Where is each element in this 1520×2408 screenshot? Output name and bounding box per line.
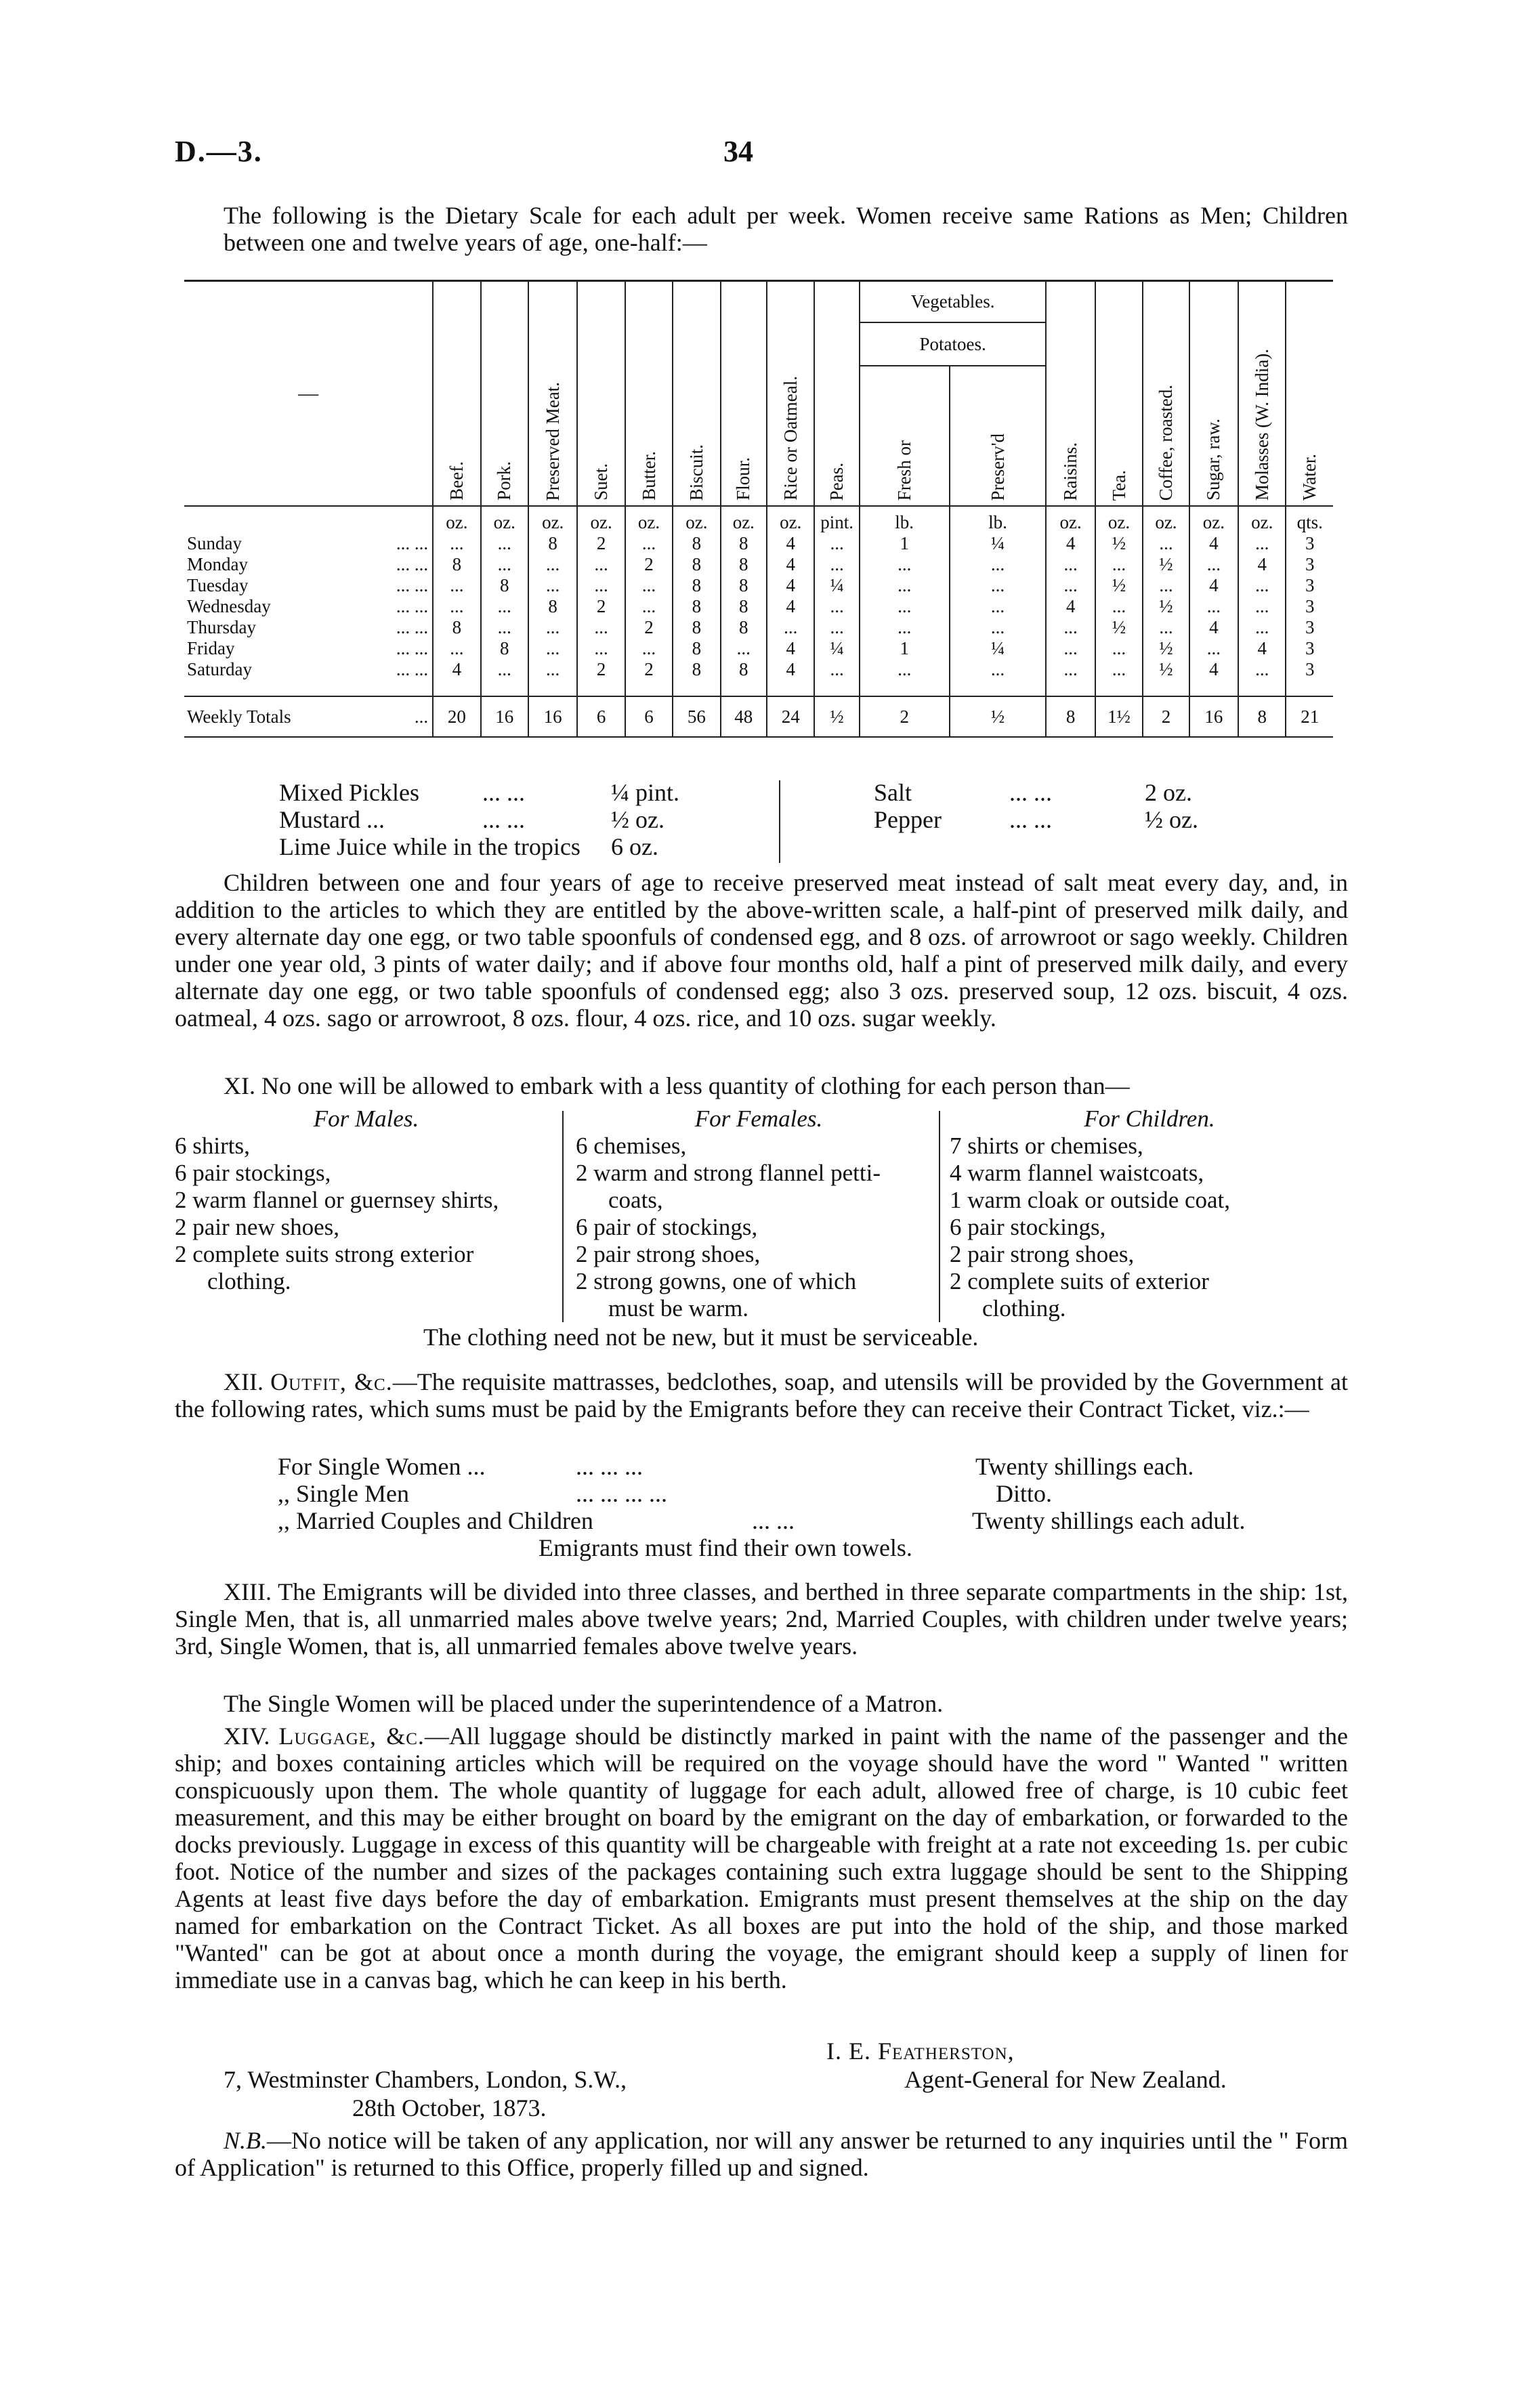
diet-cell: ...: [625, 596, 673, 617]
diet-cell: 4: [767, 659, 814, 680]
extras-left: [279, 779, 679, 860]
units-row: oz. oz. oz. oz. oz. oz. oz. oz. pint. lb. lb. oz. oz. oz. oz. oz. qts.: [184, 506, 1333, 533]
diet-cell: ...: [577, 554, 625, 575]
diet-cell: ¼: [950, 638, 1047, 659]
diet-cell: 8: [433, 617, 480, 638]
diet-cell: ...: [860, 575, 950, 596]
col-fresh: Fresh or: [860, 366, 950, 506]
col-coffee: Coffee, roasted.: [1143, 281, 1189, 507]
diet-cell: ...: [433, 596, 480, 617]
col-beef: Beef.: [433, 281, 480, 507]
diet-cell: 2: [625, 554, 673, 575]
diet-cell: ...: [1238, 533, 1286, 554]
extras-right: [874, 779, 1198, 833]
diet-cell: 4: [1238, 638, 1286, 659]
diet-cell: 8: [481, 575, 528, 596]
diet-cell: ...: [433, 575, 480, 596]
diet-cell: ...: [814, 596, 859, 617]
diet-cell: 8: [721, 596, 767, 617]
extras-divider: [779, 780, 780, 863]
diet-cell: ...: [1189, 554, 1238, 575]
diet-cell: 8: [673, 638, 720, 659]
diet-cell: 2: [577, 659, 625, 680]
diet-cell: ...: [625, 575, 673, 596]
diet-cell: ...: [481, 554, 528, 575]
diet-cell: 3: [1286, 659, 1333, 680]
day-label: Saturday: [187, 659, 252, 679]
diet-cell: ...: [1238, 617, 1286, 638]
extra-item: Pepper ... ... ½ oz.: [874, 806, 1198, 833]
diet-cell: ...: [1143, 575, 1189, 596]
diet-cell: ...: [767, 617, 814, 638]
col-raisins: Raisins.: [1046, 281, 1095, 507]
section-xii: XII. Outfit, &c.—The requisite mattrasses, bedclothes, soap, and utensils will be provided by the Government at the following rates, which sums must be paid by the Emigrants before they can receive their Contract Ticket, viz.:—: [175, 1368, 1349, 1422]
diet-cell: ...: [1095, 638, 1143, 659]
diet-cell: 8: [673, 575, 720, 596]
weekly-totals-row: Weekly Totals ... 20 16 16 6 6 56 48 24 ½ 2 ½ 8 1½ 2 16 8 21: [184, 696, 1333, 737]
diet-cell: ...: [950, 617, 1047, 638]
diet-cell: ...: [625, 533, 673, 554]
day-label: Sunday: [187, 533, 242, 553]
signature-name: I. E. Featherston,: [826, 2037, 1015, 2065]
diet-cell: 2: [577, 533, 625, 554]
day-label: Tuesday: [187, 575, 249, 595]
col-group-potatoes: Potatoes.: [860, 322, 1047, 366]
diet-cell: ...: [950, 575, 1047, 596]
diet-cell: ...: [433, 638, 480, 659]
diet-cell: ...: [1189, 638, 1238, 659]
diet-cell: ¼: [814, 575, 859, 596]
diet-row: Friday ... ... ... 8 ... ... ... 8 ... 4 ¼ 1 ¼ ... ... ½ ... 4 3: [184, 638, 1333, 659]
diet-cell: 4: [1189, 617, 1238, 638]
col-pork: Pork.: [481, 281, 528, 507]
diet-row: Saturday ... ... 4 ... ... 2 2 8 8 4 ... ... ... ... ... ½ 4 ... 3: [184, 659, 1333, 680]
diet-cell: 8: [721, 575, 767, 596]
diet-cell: ...: [577, 575, 625, 596]
diet-cell: 8: [481, 638, 528, 659]
rate-row: ,, Married Couples and Children ... ... Twenty shillings each adult.: [278, 1507, 1246, 1534]
day-label: Thursday: [187, 617, 256, 637]
diet-cell: 3: [1286, 533, 1333, 554]
clothing-males: For Males. 6 shirts, 6 pair stockings, 2 warm flannel or guernsey shirts, 2 pair new shoes, 2 complete suits strong exterior clothing.: [175, 1105, 557, 1295]
col-peas: Peas.: [814, 281, 859, 507]
diet-cell: ...: [1143, 533, 1189, 554]
matron-note: The Single Women will be placed under the superintendence of a Matron.: [224, 1690, 944, 1717]
diet-cell: ...: [814, 659, 859, 680]
diet-cell: ...: [860, 617, 950, 638]
diet-cell: ½: [1143, 554, 1189, 575]
diet-cell: ...: [481, 596, 528, 617]
day-label: Friday: [187, 638, 235, 658]
extra-item: Salt ... ... 2 oz.: [874, 779, 1192, 806]
col-preserved: Preserv'd: [950, 366, 1047, 506]
diet-cell: 8: [721, 617, 767, 638]
header-dash: —: [184, 281, 433, 507]
extra-item: Mixed Pickles ... ... ¼ pint.: [279, 779, 680, 806]
diet-cell: 2: [625, 617, 673, 638]
diet-cell: ...: [481, 659, 528, 680]
diet-cell: 3: [1286, 617, 1333, 638]
diet-cell: 4: [767, 575, 814, 596]
diet-cell: ¼: [950, 533, 1047, 554]
diet-cell: 3: [1286, 554, 1333, 575]
diet-cell: ...: [860, 659, 950, 680]
diet-cell: ...: [1046, 554, 1095, 575]
diet-cell: ...: [1238, 596, 1286, 617]
diet-cell: ...: [814, 533, 859, 554]
diet-cell: ...: [577, 617, 625, 638]
diet-cell: ...: [528, 659, 577, 680]
diet-cell: ½: [1095, 533, 1143, 554]
diet-cell: 4: [1189, 659, 1238, 680]
diet-cell: 4: [767, 533, 814, 554]
diet-cell: ...: [860, 596, 950, 617]
col-sugar: Sugar, raw.: [1189, 281, 1238, 507]
diet-cell: 1: [860, 533, 950, 554]
diet-row: Wednesday ... ... ... ... 8 2 ... 8 8 4 ... ... ... 4 ... ½ ... ... 3: [184, 596, 1333, 617]
diet-cell: ...: [528, 638, 577, 659]
col-flour: Flour.: [721, 281, 767, 507]
col-biscuit: Biscuit.: [673, 281, 720, 507]
diet-cell: 8: [721, 659, 767, 680]
diet-cell: 1: [860, 638, 950, 659]
col-tea: Tea.: [1095, 281, 1143, 507]
diet-cell: 8: [433, 554, 480, 575]
diet-cell: 4: [1189, 533, 1238, 554]
diet-cell: ...: [860, 554, 950, 575]
diet-cell: ...: [1046, 638, 1095, 659]
col-preserved-meat: Preserved Meat.: [528, 281, 577, 507]
diet-cell: ½: [1095, 575, 1143, 596]
diet-cell: ...: [814, 554, 859, 575]
diet-cell: 4: [1046, 533, 1095, 554]
diet-cell: 8: [673, 617, 720, 638]
extra-item: Mustard ... ... ... ½ oz.: [279, 806, 664, 833]
rate-row: ,, Single Men ... ... ... ... Ditto.: [278, 1480, 1053, 1507]
diet-cell: ...: [1095, 596, 1143, 617]
towels-note: Emigrants must find their own towels.: [539, 1534, 912, 1561]
outfit-rates: [278, 1453, 1245, 1534]
diet-cell: ½: [1143, 638, 1189, 659]
diet-cell: 8: [673, 596, 720, 617]
diet-cell: ...: [1095, 554, 1143, 575]
diet-cell: 8: [721, 554, 767, 575]
diet-cell: ½: [1143, 659, 1189, 680]
diet-cell: 8: [673, 533, 720, 554]
diet-cell: ...: [528, 617, 577, 638]
col-rice-oatmeal: Rice or Oatmeal.: [767, 281, 814, 507]
diet-cell: ...: [1046, 617, 1095, 638]
diet-cell: ...: [625, 638, 673, 659]
children-paragraph: Children between one and four years of age to receive preserved meat instead of salt meat every day, and, in addition to the articles to which they are entitled by the above-written scale, a half-pint of preserved milk daily, and every alternate day one egg, or two table spoonfuls of condensed egg, and 8 ozs. of arrowroot or sago weekly. Children under one year old, 3 pints of water daily; and if above four months old, half a pint of preserved milk daily, and every alternate day one egg, or two table spoonfuls of condensed egg; also 3 ozs. preserved soup, 12 ozs. biscuit, 4 ozs. oatmeal, 4 ozs. sago or arrowroot, 8 ozs. flour, 4 ozs. rice, and 10 ozs. sugar weekly.: [175, 869, 1348, 1032]
clothing-children: For Children. 7 shirts or chemises, 4 warm flannel waistcoats, 1 warm cloak or outside coat, 6 pair stockings, 2 pair strong shoes, 2 complete suits of exterior clothing.: [950, 1105, 1349, 1322]
day-label: Monday: [187, 554, 248, 574]
col-suet: Suet.: [577, 281, 625, 507]
section-xiii: XIII. The Emigrants will be divided into three classes, and berthed in three separate compartments in the ship: 1st, Single Men, that is, all unmarried males above twelve years; 2nd, Married Couples, with children under twelve years; 3rd, Single Women, that is, all unmarried females above twelve years.: [175, 1578, 1348, 1660]
diet-cell: ...: [950, 659, 1047, 680]
diet-cell: ...: [1143, 617, 1189, 638]
diet-cell: ...: [1046, 575, 1095, 596]
children-heading: For Children.: [1084, 1105, 1215, 1132]
diet-cell: 4: [767, 554, 814, 575]
diet-cell: ...: [481, 617, 528, 638]
extra-item: Lime Juice while in the tropics 6 oz.: [279, 833, 658, 860]
diet-cell: ...: [950, 554, 1047, 575]
diet-cell: 8: [528, 596, 577, 617]
diet-cell: ...: [528, 575, 577, 596]
diet-cell: 4: [1189, 575, 1238, 596]
diet-cell: 8: [528, 533, 577, 554]
diet-cell: ...: [1046, 659, 1095, 680]
totals-label: Weekly Totals: [187, 706, 291, 727]
diet-cell: ...: [577, 638, 625, 659]
diet-row: Sunday ... ... ... ... 8 2 ... 8 8 4 ... 1 ¼ 4 ½ ... 4 ... 3: [184, 533, 1333, 554]
dietary-scale-table: [184, 280, 1333, 738]
col-group-vegetables: Vegetables.: [860, 281, 1047, 323]
rate-row: For Single Women ... ... ... ... Twenty shillings each.: [278, 1453, 1194, 1480]
males-heading: For Males.: [313, 1105, 419, 1132]
nb-note: N.B.—No notice will be taken of any application, nor will any answer be returned to any inquiries until the " Form of Application" is returned to this Office, properly filled up and signed.: [175, 2127, 1348, 2181]
diet-cell: 3: [1286, 575, 1333, 596]
diet-cell: ¼: [814, 638, 859, 659]
diet-cell: ...: [721, 638, 767, 659]
diet-cell: ...: [1238, 575, 1286, 596]
diet-cell: 2: [625, 659, 673, 680]
diet-cell: ...: [528, 554, 577, 575]
col-molasses: Molasses (W. India).: [1238, 281, 1286, 507]
diet-row: Monday ... ... 8 ... ... ... 2 8 8 4 ... ... ... ... ... ½ ... 4 3: [184, 554, 1333, 575]
diet-cell: 4: [433, 659, 480, 680]
diet-cell: ...: [1095, 659, 1143, 680]
diet-cell: 4: [1046, 596, 1095, 617]
signature-date: 28th October, 1873.: [352, 2094, 547, 2121]
diet-cell: 8: [721, 533, 767, 554]
document-reference: D.—3.: [175, 135, 263, 168]
diet-row: Tuesday ... ... ... 8 ... ... ... 8 8 4 ¼ ... ... ... ½ ... 4 ... 3: [184, 575, 1333, 596]
diet-cell: 8: [673, 659, 720, 680]
diet-cell: 2: [577, 596, 625, 617]
diet-cell: 4: [767, 596, 814, 617]
clothing-footer: The clothing need not be new, but it must be serviceable.: [423, 1324, 979, 1351]
diet-cell: ½: [1095, 617, 1143, 638]
diet-cell: ...: [481, 533, 528, 554]
diet-cell: 3: [1286, 596, 1333, 617]
diet-cell: ...: [814, 617, 859, 638]
diet-cell: ½: [1143, 596, 1189, 617]
clothing-divider-2: [939, 1111, 940, 1322]
signature-title: Agent-General for New Zealand.: [904, 2066, 1227, 2093]
day-label: Wednesday: [187, 596, 271, 616]
females-heading: For Females.: [694, 1105, 823, 1132]
clothing-divider-1: [562, 1111, 564, 1322]
diet-cell: 4: [767, 638, 814, 659]
page-number: 34: [723, 135, 753, 168]
signature-address: 7, Westminster Chambers, London, S.W.,: [224, 2066, 627, 2093]
section-xiv: XIV. Luggage, &c.—All luggage should be distinctly marked in paint with the name of the passenger and the ship; and boxes containing articles which will be required on the voyage should have the word " Wanted " written conspicuously upon them. The whole quantity of luggage for each adult, allowed free of charge, is 10 cubic feet measurement, and this may be either brought on board by the emigrant on the day of embarkation, or forwarded to the docks previously. Luggage in excess of this quantity will be chargeable with freight at a rate not exceeding 1s. per cubic foot. Notice of the number and sizes of the packages containing such extra luggage should be sent to the Shipping Agents at least five days before the day of embarkation. Emigrants must present themselves at the ship on the day named for embarkation on the Contract Ticket. As all boxes are put into the hold of the ship, and those marked "Wanted" can be got at about once a month during the voyage, the emigrant should keep a supply of linen for immediate use in a canvas bag, which he can keep in his berth.: [175, 1723, 1348, 1993]
diet-cell: 8: [673, 554, 720, 575]
diet-cell: 3: [1286, 638, 1333, 659]
diet-cell: ...: [950, 596, 1047, 617]
diet-cell: ...: [1189, 596, 1238, 617]
col-butter: Butter.: [625, 281, 673, 507]
diet-cell: 4: [1238, 554, 1286, 575]
diet-row: Thursday ... ... 8 ... ... ... 2 8 8 ... ... ... ... ... ½ ... 4 ... 3: [184, 617, 1333, 638]
clothing-females: For Females. 6 chemises, 2 warm and strong flannel petti- coats, 6 pair of stockings, 2 pair strong shoes, 2 strong gowns, one of which must be warm.: [576, 1105, 942, 1322]
diet-cell: ...: [433, 533, 480, 554]
section-xi: XI. No one will be allowed to embark with a less quantity of clothing for each person than—: [224, 1072, 1130, 1099]
intro-paragraph: The following is the Dietary Scale for each adult per week. Women receive same Rations as Men; Children between one and twelve years of age, one-half:—: [224, 202, 1348, 256]
diet-cell: ...: [1238, 659, 1286, 680]
col-water: Water.: [1286, 281, 1333, 507]
